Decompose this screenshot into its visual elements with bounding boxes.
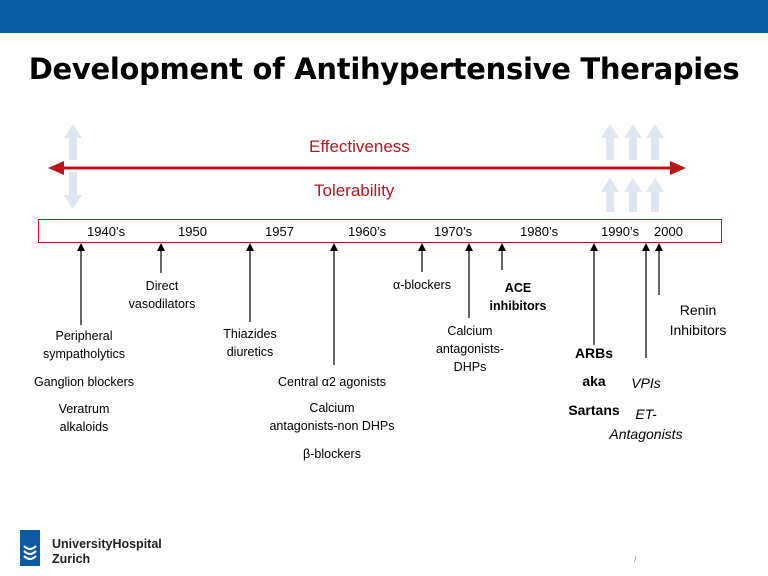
- institution-name: UniversityHospital Zurich: [52, 537, 162, 566]
- therapy-veratrum-alkaloids: Veratrum alkaloids: [58, 402, 110, 434]
- up-arrow-icon: [601, 178, 619, 212]
- up-arrow-icon: [624, 178, 642, 212]
- timeline-label: 2000: [654, 224, 683, 239]
- therapy-sartans: Sartans: [568, 402, 620, 418]
- up-arrow-icon: [624, 124, 642, 160]
- therapy-direct-vasodilators: Direct vasodilators: [128, 279, 196, 311]
- timeline-label: 1990’s: [601, 224, 640, 239]
- down-arrow-icon: [64, 172, 82, 209]
- up-arrow-icon: [64, 124, 82, 160]
- timeline-label: 1960’s: [348, 224, 387, 239]
- page-marker: /: [634, 555, 637, 564]
- therapy-aka: aka: [582, 373, 606, 389]
- therapy-et-antagonists: ET- Antagonists: [609, 406, 683, 442]
- up-arrow-icon: [646, 124, 664, 160]
- therapy-vpis: VPIs: [631, 375, 661, 391]
- timeline-label: 1970’s: [434, 224, 473, 239]
- therapy-arbs: ARBs: [574, 345, 614, 361]
- therapy-peripheral-sympatholytics: Peripheral sympatholytics: [43, 329, 125, 361]
- timeline-label: 1980’s: [520, 224, 559, 239]
- effectiveness-axis-arrow: [48, 161, 686, 175]
- therapy-central-a2-agonists: Central α2 agonists: [278, 375, 386, 389]
- therapy-beta-blockers: β-blockers: [303, 447, 361, 461]
- timeline-label: 1950: [178, 224, 207, 239]
- therapy-ganglion-blockers: Ganglion blockers: [33, 375, 135, 389]
- therapy-renin-inhibitors: Renin Inhibitors: [669, 302, 727, 338]
- up-arrow-icon: [646, 178, 664, 212]
- timeline-label: 1957: [265, 224, 294, 239]
- therapy-ace-inhibitors: ACE inhibitors: [489, 281, 547, 313]
- therapy-thiazides-diuretics: Thiazides diuretics: [223, 327, 277, 359]
- slide-title: Development of Antihypertensive Therapies: [28, 52, 740, 86]
- tolerability-label: Tolerability: [314, 181, 395, 200]
- effectiveness-label: Effectiveness: [309, 137, 410, 156]
- therapy-calcium-non-dhp: Calcium antagonists-non DHPs: [269, 401, 395, 433]
- timeline-label: 1940’s: [87, 224, 126, 239]
- therapy-calcium-dhp: Calcium antagonists- DHPs: [435, 324, 505, 374]
- university-hospital-logo-icon: [20, 530, 40, 566]
- up-arrow-icon: [601, 124, 619, 160]
- therapy-alpha-blockers: α-blockers: [393, 278, 451, 292]
